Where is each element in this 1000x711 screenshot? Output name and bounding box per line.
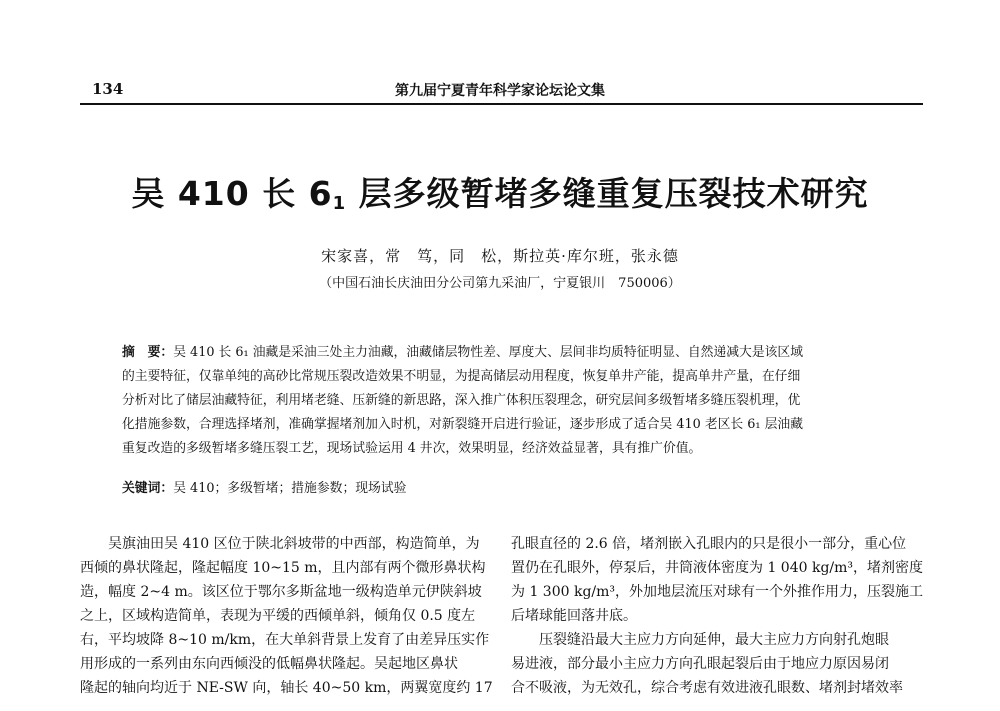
affiliation: （中国石油长庆油田分公司第九采油厂，宁夏银川 750006） — [319, 276, 681, 291]
body-line: 用形成的一系列由东向西倾没的低幅鼻状隆起。吴起地区鼻状 — [80, 656, 458, 672]
body-line: 后堵球能回落井底。 — [511, 608, 637, 624]
body-line: 为 1 300 kg/m³，外加地层流压对球有一个外推作用力，压裂施工 — [511, 584, 924, 600]
body-line: 压裂缝沿最大主应力方向延伸，最大主应力方向射孔炮眼 — [539, 632, 889, 648]
abstract-line: 化措施参数，合理选择堵剂，准确掌握堵剂加入时机，对新裂缝开启进行验证，逐步形成了适合吴 410 老区长 6₁ 层油藏 — [122, 417, 804, 432]
abstract-line: 重复改造的多级暂堵多缝压裂工艺，现场试验运用 4 井次，效果明显，经济效益显著，具有推广价值。 — [122, 441, 702, 456]
abstract-label: 摘 要： — [122, 345, 174, 360]
keywords — [122, 477, 880, 496]
body-line: 隆起的轴向均近于 NE-SW 向，轴长 40~50 km，两翼宽度约 17 — [80, 680, 493, 696]
abstract — [122, 341, 880, 461]
title-rest: 层多级暂堵多缝重复压裂技术研究 — [346, 174, 869, 213]
body-line: 右，平均坡降 8~10 m/km，在大单斜背景上发育了由差异压实作 — [80, 632, 490, 648]
body-right-column — [511, 532, 923, 700]
body-line: 之上，区域构造简单，表现为平缓的西倾单斜，倾角仅 0.5 度左 — [80, 608, 476, 624]
keywords-text: 吴 410；多级暂堵；措施参数；现场试验 — [173, 481, 407, 496]
body-line: 造，幅度 2~4 m。该区位于鄂尔多斯盆地一级构造单元伊陕斜坡 — [80, 584, 482, 600]
body-line: 置仍在孔眼外，停泵后，井筒液体密度为 1 040 kg/m³，堵剂密度 — [511, 560, 924, 576]
keywords-label: 关键词： — [122, 481, 174, 496]
abstract-line: 分析对比了储层油藏特征，利用堵老缝、压新缝的新思路，深入推广体积压裂理念，研究层间多级暂堵多缝压裂机理，优 — [122, 393, 801, 408]
abstract-line: 的主要特征，仅靠单纯的高砂比常规压裂改造效果不明显，为提高储层动用程度，恢复单井产能，提高单井产量，在仔细 — [122, 369, 801, 384]
title-main: 吴 410 长 6 — [131, 174, 333, 213]
body-line: 易进液，部分最小主应力方向孔眼起裂后由于地应力原因易闭 — [511, 656, 889, 672]
body-line: 吴旗油田吴 410 区位于陕北斜坡带的中西部，构造简单，为 — [108, 536, 480, 552]
body-line: 孔眼直径的 2.6 倍，堵剂嵌入孔眼内的只是很小一部分，重心位 — [511, 536, 907, 552]
running-title: 第九届宁夏青年科学家论坛论文集 — [395, 83, 605, 99]
body-line: 合不吸液，为无效孔，综合考虑有效进液孔眼数、堵剂封堵效率 — [511, 680, 903, 696]
body-left-column — [80, 532, 494, 700]
page-number: 134 — [92, 80, 124, 98]
paper-title — [0, 168, 1000, 215]
title-subscript: 1 — [332, 193, 347, 214]
abstract-line — [122, 341, 880, 365]
header-rule — [80, 103, 923, 105]
body-line: 西倾的鼻状隆起，隆起幅度 10~15 m，且内部有两个微形鼻状构 — [80, 560, 486, 576]
abstract-text: 吴 410 长 6₁ 油藏是采油三处主力油藏，油藏储层物性差、厚度大、层间非均质特征明显、自然递减大是该区域 — [173, 345, 804, 360]
authors: 宋家喜，常 笃，同 松，斯拉英·库尔班，张永德 — [321, 247, 679, 265]
